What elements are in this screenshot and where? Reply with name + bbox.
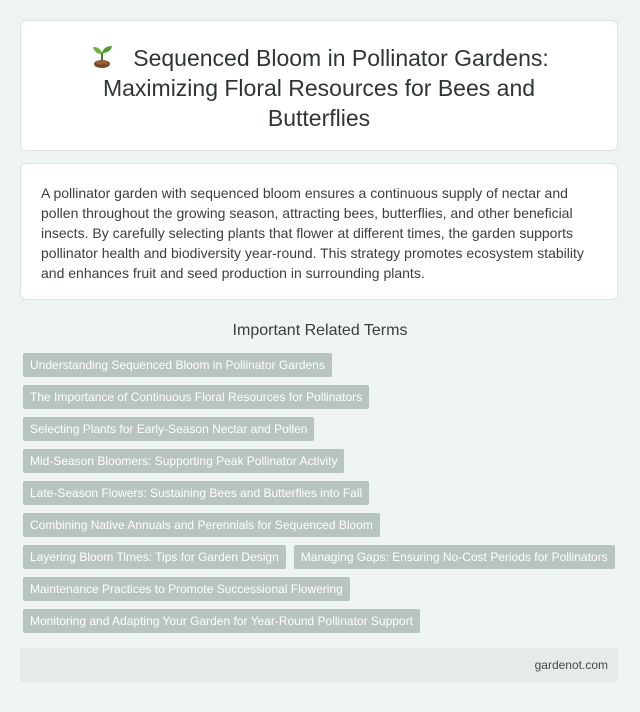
related-term-tag[interactable]: The Importance of Continuous Floral Resources for Pollinators xyxy=(23,385,369,409)
page-title-text: Sequenced Bloom in Pollinator Gardens: Maximizing Floral Resources for Bees and Butterflies xyxy=(102,45,549,131)
summary-card xyxy=(20,163,618,300)
related-term-tag[interactable]: Monitoring and Adapting Your Garden for Year-Round Pollinator Support xyxy=(23,609,420,633)
related-terms-list xyxy=(23,353,623,633)
footer xyxy=(20,648,618,682)
related-term-tag[interactable]: Combining Native Annuals and Perennials for Sequenced Bloom xyxy=(23,513,380,537)
related-term-tag[interactable]: Mid-Season Bloomers: Supporting Peak Pollinator Activity xyxy=(23,449,344,473)
related-term-tag[interactable]: Selecting Plants for Early-Season Nectar and Pollen xyxy=(23,417,314,441)
related-term-tag[interactable]: Managing Gaps: Ensuring No-Cost Periods for Pollinators xyxy=(294,545,615,569)
related-terms-heading: Important Related Terms xyxy=(232,322,408,339)
footer-site-link[interactable]: gardenot.com xyxy=(534,658,608,672)
summary-text: A pollinator garden with sequenced bloom ensures a continuous supply of nectar and pollen throughout the growing season, attracting bees, butterflies, and other beneficial insects. By carefully selecting plants that flower at different times, the garden supports pollinator health and biodiversity year-round. This strategy promotes ecosystem stability and enhances fruit and seed production in surrounding plants. xyxy=(41,185,584,281)
title-card xyxy=(20,20,618,151)
sprout-icon xyxy=(89,43,115,69)
related-term-tag[interactable]: Late-Season Flowers: Sustaining Bees and Butterflies into Fall xyxy=(23,481,369,505)
related-term-tag[interactable]: Layering Bloom Times: Tips for Garden Design xyxy=(23,545,286,569)
page-title xyxy=(61,43,577,133)
related-term-tag[interactable]: Maintenance Practices to Promote Successional Flowering xyxy=(23,577,350,601)
related-term-tag[interactable]: Understanding Sequenced Bloom in Pollinator Gardens xyxy=(23,353,332,377)
